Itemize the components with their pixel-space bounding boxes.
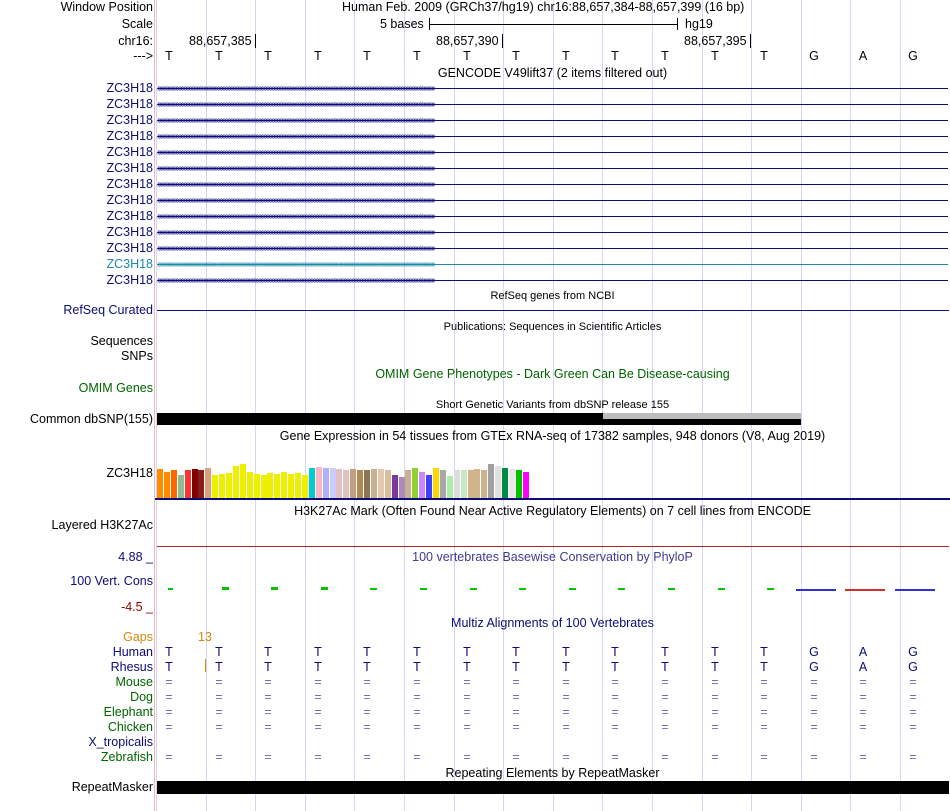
multiz-base: = [611, 720, 619, 734]
phylop-value-mark[interactable] [767, 588, 774, 590]
gtex-tissue-bar[interactable] [419, 472, 425, 498]
base-letter: G [809, 49, 819, 63]
phylop-value-mark[interactable] [845, 589, 885, 591]
base-letter: T [264, 49, 272, 63]
gtex-tissue-bar[interactable] [468, 470, 474, 498]
base-letter: A [858, 49, 868, 63]
coord-tick-mark [750, 34, 751, 48]
multiz-base: = [165, 705, 173, 719]
multiz-base: = [165, 690, 173, 704]
multiz-base: = [661, 675, 669, 689]
phylop-value-mark[interactable] [718, 588, 725, 590]
multiz-base: = [264, 675, 272, 689]
gtex-tissue-bar[interactable] [178, 475, 184, 498]
multiz-base: = [661, 750, 669, 764]
multiz-base: = [363, 675, 371, 689]
multiz-gaps-label: Gaps [123, 630, 153, 644]
gtex-tissue-bar[interactable] [267, 473, 273, 498]
gtex-tissue-bar[interactable] [233, 466, 239, 498]
base-letter: T [314, 49, 322, 63]
phylop-value-mark[interactable] [222, 587, 229, 590]
multiz-base: = [165, 675, 173, 689]
scale-bar [429, 17, 678, 32]
multiz-base: T [711, 645, 719, 659]
multiz-base: G [908, 645, 918, 659]
gencode-transcript-label[interactable]: ZC3H18 [106, 161, 153, 175]
repeatmasker-track-title[interactable]: Repeating Elements by RepeatMasker [445, 766, 660, 780]
multiz-base: = [363, 690, 371, 704]
multiz-base: = [810, 750, 818, 764]
gtex-tissue-bar[interactable] [205, 468, 211, 498]
multiz-base: = [413, 720, 421, 734]
coord-tick-label: 88,657,390 [436, 34, 499, 48]
transcript-strand-arrows: ›››››››››››››››››››››››››››››››››››››››››››››››››››››››››››››››››››››››››››››››››››››››››››››››››››››››››››››››››››››››››››››››››››››››››››››››››››››››››››››››››››››››››› [157, 195, 435, 206]
gtex-baseline [155, 498, 950, 500]
base-letter: T [661, 49, 669, 63]
multiz-base: = [512, 750, 520, 764]
gencode-transcript-feature[interactable] [157, 209, 948, 224]
gtex-tissue-bar[interactable] [488, 464, 494, 498]
base-letter: T [611, 49, 619, 63]
multiz-base: T [562, 660, 570, 674]
gtex-tissue-bar[interactable] [433, 468, 439, 498]
gtex-tissue-bar[interactable] [261, 475, 267, 498]
multiz-base: T [314, 645, 322, 659]
multiz-base: = [215, 690, 223, 704]
multiz-base: = [512, 690, 520, 704]
multiz-base: = [215, 720, 223, 734]
multiz-base: = [562, 705, 570, 719]
multiz-base: = [711, 705, 719, 719]
transcript-strand-arrows: ›››››››››››››››››››››››››››››››››››››››››››››››››››››››››››››››››››››››››››››››››››››››››››››››››››››››››››››››››››››››››››››››››››››››››››››››››››››››››››››››››››››››››› [157, 275, 435, 286]
gtex-tissue-bar[interactable] [295, 473, 301, 498]
multiz-base: = [215, 675, 223, 689]
gtex-tissue-bar[interactable] [240, 464, 246, 498]
gencode-transcript-feature[interactable] [157, 241, 948, 256]
gtex-tissue-bar[interactable] [447, 476, 453, 498]
gtex-tissue-bar[interactable] [219, 474, 225, 498]
gtex-tissue-bar[interactable] [254, 474, 260, 498]
multiz-base: = [760, 705, 768, 719]
gtex-tissue-bar[interactable] [392, 475, 398, 498]
multiz-base: = [264, 705, 272, 719]
multiz-base: = [264, 720, 272, 734]
multiz-base: G [809, 660, 819, 674]
refseq-gene-line[interactable] [157, 310, 949, 311]
multiz-base: T [611, 645, 619, 659]
base-letter: T [463, 49, 471, 63]
phylop-track-title[interactable]: 100 vertebrates Basewise Conservation by PhyloP [412, 550, 693, 564]
multiz-species-label[interactable]: Chicken [107, 720, 153, 734]
multiz-base: = [363, 705, 371, 719]
gencode-transcript-label[interactable]: ZC3H18 [106, 193, 153, 207]
multiz-base: T [413, 645, 421, 659]
scale-label: Scale [121, 17, 153, 31]
multiz-base: = [711, 720, 719, 734]
window-position-value: Human Feb. 2009 (GRCh37/hg19) chr16:88,657,384-88,657,399 (16 bp) [342, 0, 745, 14]
multiz-species-label[interactable]: Elephant [103, 705, 153, 719]
gencode-transcript-feature[interactable] [157, 81, 948, 96]
phylop-min-label: -4.5 _ [121, 600, 153, 614]
multiz-species-label[interactable]: Dog [130, 690, 153, 704]
multiz-base: = [711, 675, 719, 689]
multiz-base: = [611, 675, 619, 689]
multiz-base: = [810, 705, 818, 719]
gtex-tissue-bar[interactable] [350, 469, 356, 498]
multiz-base: T [562, 645, 570, 659]
multiz-base: T [512, 645, 520, 659]
transcript-strand-arrows: ›››››››››››››››››››››››››››››››››››››››››››››››››››››››››››››››››››››››››››››››››››››››››››››››››››››››››››››››››››››››››››››››››››››››››››››››››››››››››››››››››››››››››› [157, 259, 435, 270]
h3k27ac-track-label[interactable]: Layered H3K27Ac [51, 518, 153, 532]
multiz-base: T [463, 660, 471, 674]
dbsnp-track-title[interactable]: Short Genetic Variants from dbSNP release 155 [435, 399, 670, 411]
gtex-tissue-bar[interactable] [323, 468, 329, 498]
scale-text: 5 bases [380, 17, 424, 31]
multiz-base: = [859, 705, 867, 719]
multiz-base: = [909, 690, 917, 704]
refseq-track-label[interactable]: RefSeq Curated [63, 303, 153, 317]
transcript-strand-arrows: ›››››››››››››››››››››››››››››››››››››››››››››››››››››››››››››››››››››››››››››››››››››››››››››››››››››››››››››››››››››››››››››››››››››››››››››››››››››››››››››››››››››››››› [157, 211, 435, 222]
gencode-transcript-feature[interactable] [157, 225, 948, 240]
phylop-track-label[interactable]: 100 Vert. Cons [70, 574, 153, 588]
base-letter: T [711, 49, 719, 63]
multiz-base: = [562, 750, 570, 764]
gencode-transcript-feature[interactable] [157, 193, 948, 208]
gtex-track-label[interactable]: ZC3H18 [106, 466, 153, 480]
gtex-tissue-bar[interactable] [474, 469, 480, 498]
gtex-tissue-bar[interactable] [185, 470, 191, 498]
multiz-base: A [858, 660, 868, 674]
base-letter: T [512, 49, 520, 63]
gtex-tissue-bar[interactable] [495, 466, 501, 498]
multiz-base: = [413, 675, 421, 689]
gtex-tissue-bar[interactable] [502, 468, 508, 498]
base-letter: T [215, 49, 223, 63]
multiz-base: = [463, 750, 471, 764]
gencode-transcript-feature[interactable] [157, 145, 948, 160]
omim-track-label[interactable]: OMIM Genes [78, 381, 153, 395]
phylop-value-mark[interactable] [420, 588, 427, 590]
gencode-transcript-label[interactable]: ZC3H18 [106, 273, 153, 287]
transcript-strand-arrows: ›››››››››››››››››››››››››››››››››››››››››››››››››››››››››››››››››››››››››››››››››››››››››››››››››››››››››››››››››››››››››››››››››››››››››››››››››››››››››››››››››››››››››› [157, 163, 435, 174]
multiz-base: = [611, 705, 619, 719]
gtex-tissue-bar[interactable] [288, 474, 294, 498]
gtex-tissue-bar[interactable] [281, 472, 287, 498]
multiz-base: = [314, 720, 322, 734]
transcript-strand-arrows: ›››››››››››››››››››››››››››››››››››››››››››››››››››››››››››››››››››››››››››››››››››››››››››››››››››››››››››››››››››››››››››››››››››››››››››››››››››››››››››››››››››››››››› [157, 131, 435, 142]
coord-tick-label: 88,657,385 [189, 34, 252, 48]
transcript-strand-arrows: ›››››››››››››››››››››››››››››››››››››››››››››››››››››››››››››››››››››››››››››››››››››››››››››››››››››››››››››››››››››››››››››››››››››››››››››››››››››››››››››››››››››››››› [157, 179, 435, 190]
multiz-base: T [264, 645, 272, 659]
multiz-base: = [413, 750, 421, 764]
multiz-base: = [264, 690, 272, 704]
multiz-base: = [413, 705, 421, 719]
multiz-base: = [859, 690, 867, 704]
multiz-base: T [363, 660, 371, 674]
multiz-base: = [909, 720, 917, 734]
gencode-transcript-label[interactable]: ZC3H18 [106, 97, 153, 111]
multiz-base: = [661, 720, 669, 734]
gtex-tissue-bar[interactable] [461, 470, 467, 498]
base-letter: T [165, 49, 173, 63]
phylop-value-mark[interactable] [569, 588, 576, 590]
gtex-tissue-bar[interactable] [509, 469, 515, 498]
multiz-base: T [215, 645, 223, 659]
gtex-tissue-bar[interactable] [302, 475, 308, 498]
base-letter: T [760, 49, 768, 63]
multiz-base: = [909, 705, 917, 719]
h3k27ac-track-title[interactable]: H3K27Ac Mark (Often Found Near Active Regulatory Elements) on 7 cell lines from ENCODE [294, 504, 811, 518]
transcript-strand-arrows: ›››››››››››››››››››››››››››››››››››››››››››››››››››››››››››››››››››››››››››››››››››››››››››››››››››››››››››››››››››››››››››››››››››››››››››››››››››››››››››››››››››››››››› [157, 227, 435, 238]
multiz-base: = [165, 750, 173, 764]
phylop-value-mark[interactable] [668, 588, 675, 590]
multiz-base: = [810, 675, 818, 689]
transcript-strand-arrows: ›››››››››››››››››››››››››››››››››››››››››››››››››››››››››››››››››››››››››››››››››››››››››››››››››››››››››››››››››››››››››››››››››››››››››››››››››››››››››››››››››››››››››› [157, 147, 435, 158]
multiz-base: = [463, 720, 471, 734]
gencode-transcript-label[interactable]: ZC3H18 [106, 177, 153, 191]
publications-snps-label[interactable]: SNPs [121, 349, 153, 363]
multiz-base: = [562, 690, 570, 704]
multiz-base: = [512, 720, 520, 734]
multiz-base: = [314, 690, 322, 704]
multiz-base: T [413, 660, 421, 674]
dbsnp-variant-shade [603, 413, 801, 419]
repeatmasker-element[interactable] [157, 781, 949, 794]
omim-track-title[interactable]: OMIM Gene Phenotypes - Dark Green Can Be Disease-causing [375, 367, 730, 381]
multiz-base: = [859, 675, 867, 689]
gtex-tissue-bar[interactable] [247, 472, 253, 498]
multiz-base: = [859, 720, 867, 734]
multiz-base: = [611, 690, 619, 704]
gencode-transcript-label[interactable]: ZC3H18 [106, 257, 153, 271]
multiz-gap-mark [205, 659, 206, 672]
gtex-expression-bars[interactable] [157, 443, 947, 498]
gencode-transcript-label[interactable]: ZC3H18 [106, 241, 153, 255]
multiz-base: T [264, 660, 272, 674]
window-position-label: Window Position [60, 0, 153, 14]
scale-assembly: hg19 [685, 17, 713, 31]
multiz-base: T [711, 660, 719, 674]
gtex-tissue-bar[interactable] [364, 470, 370, 498]
gtex-tissue-bar[interactable] [309, 468, 315, 498]
multiz-base: = [909, 750, 917, 764]
multiz-base: = [760, 720, 768, 734]
phylop-value-mark[interactable] [168, 588, 173, 590]
gtex-tissue-bar[interactable] [212, 475, 218, 498]
multiz-base: = [810, 690, 818, 704]
transcript-strand-arrows: ›››››››››››››››››››››››››››››››››››››››››››››››››››››››››››››››››››››››››››››››››››››››››››››››››››››››››››››››››››››››››››››››››››››››››››››››››››››››››››››››››››››››››› [157, 243, 435, 254]
gtex-tissue-bar[interactable] [371, 469, 377, 498]
multiz-base: = [562, 675, 570, 689]
multiz-base: T [215, 660, 223, 674]
gtex-tissue-bar[interactable] [385, 470, 391, 498]
gtex-tissue-bar[interactable] [481, 470, 487, 498]
multiz-base: = [314, 675, 322, 689]
gencode-transcript-feature[interactable] [157, 161, 948, 176]
phylop-value-mark[interactable] [370, 588, 377, 590]
multiz-base: = [264, 750, 272, 764]
phylop-value-mark[interactable] [271, 587, 278, 590]
multiz-base: = [810, 720, 818, 734]
phylop-value-mark[interactable] [321, 587, 328, 590]
multiz-base: = [215, 705, 223, 719]
gtex-tissue-bar[interactable] [171, 470, 177, 498]
multiz-gap-count[interactable]: 13 [198, 630, 212, 644]
multiz-species-label[interactable]: Mouse [115, 675, 153, 689]
multiz-species-label[interactable]: Human [112, 645, 153, 659]
dbsnp-track-label[interactable]: Common dbSNP(155) [30, 412, 153, 426]
gencode-transcript-feature[interactable] [157, 113, 948, 128]
gtex-tissue-bar[interactable] [164, 472, 170, 498]
gencode-track-title[interactable]: GENCODE V49lift37 (2 items filtered out) [437, 66, 668, 80]
multiz-base: T [760, 660, 768, 674]
publications-sequences-label[interactable]: Sequences [90, 334, 153, 348]
multiz-base: = [711, 750, 719, 764]
transcript-strand-arrows: ›››››››››››››››››››››››››››››››››››››››››››››››››››››››››››››››››››››››››››››››››››››››››››››››››››››››››››››››››››››››››››››››››››››››››››››››››››››››››››››››››››››››››› [157, 115, 435, 126]
gtex-tissue-bar[interactable] [316, 467, 322, 498]
strand-label: ---> [133, 49, 153, 63]
multiz-base: = [711, 690, 719, 704]
multiz-base: = [314, 705, 322, 719]
multiz-base: T [611, 660, 619, 674]
coord-tick-mark [502, 34, 503, 48]
refseq-track-title[interactable]: RefSeq genes from NCBI [490, 290, 615, 302]
gtex-tissue-bar[interactable] [336, 469, 342, 498]
base-letter: T [413, 49, 421, 63]
gencode-transcript-label[interactable]: ZC3H18 [106, 129, 153, 143]
gencode-transcript-feature[interactable] [157, 177, 948, 192]
multiz-base: = [512, 705, 520, 719]
multiz-base: G [809, 645, 819, 659]
transcript-strand-arrows: ›››››››››››››››››››››››››››››››››››››››››››››››››››››››››››››››››››››››››››››››››››››››››››››››››››››››››››››››››››››››››››››››››››››››››››››››››››››››››››››››››››››››››› [157, 99, 435, 110]
gtex-tissue-bar[interactable] [357, 470, 363, 498]
gtex-tissue-bar[interactable] [330, 468, 336, 498]
multiz-base: T [661, 660, 669, 674]
multiz-base: T [512, 660, 520, 674]
base-letter: G [908, 49, 918, 63]
multiz-base: = [463, 675, 471, 689]
multiz-species-label[interactable]: Zebrafish [100, 750, 153, 764]
gtex-tissue-bar[interactable] [226, 473, 232, 498]
coord-tick-label: 88,657,395 [684, 34, 747, 48]
multiz-base: = [413, 690, 421, 704]
gtex-tissue-bar[interactable] [523, 472, 529, 498]
multiz-species-label[interactable]: X_tropicalis [88, 735, 153, 749]
gtex-tissue-bar[interactable] [516, 470, 522, 498]
multiz-base: T [314, 660, 322, 674]
multiz-base: = [909, 675, 917, 689]
gencode-transcript-label[interactable]: ZC3H18 [106, 81, 153, 95]
gtex-tissue-bar[interactable] [440, 470, 446, 498]
multiz-base: = [363, 750, 371, 764]
multiz-base: = [760, 750, 768, 764]
gtex-track-title[interactable]: Gene Expression in 54 tissues from GTEx RNA-seq of 17382 samples, 948 donors (V8, Aug 2019) [279, 429, 826, 443]
multiz-base: = [859, 750, 867, 764]
multiz-base: T [363, 645, 371, 659]
gencode-transcript-feature[interactable] [157, 129, 948, 144]
coord-tick-mark [255, 34, 256, 48]
multiz-base: = [363, 720, 371, 734]
gtex-tissue-bar[interactable] [405, 470, 411, 498]
multiz-base: = [314, 750, 322, 764]
repeatmasker-track-label[interactable]: RepeatMasker [71, 780, 153, 794]
multiz-base: = [512, 675, 520, 689]
phylop-value-mark[interactable] [470, 588, 477, 590]
multiz-base: = [463, 690, 471, 704]
gencode-transcript-label[interactable]: ZC3H18 [106, 209, 153, 223]
multiz-base: = [760, 675, 768, 689]
gtex-tissue-bar[interactable] [412, 468, 418, 498]
multiz-base: = [661, 690, 669, 704]
base-letter: T [562, 49, 570, 63]
multiz-base: = [165, 720, 173, 734]
multiz-base: = [562, 720, 570, 734]
h3k27ac-baseline [157, 546, 949, 547]
gencode-transcript-feature[interactable] [157, 273, 948, 288]
gencode-transcript-label[interactable]: ZC3H18 [106, 145, 153, 159]
gtex-tissue-bar[interactable] [399, 477, 405, 498]
multiz-base: G [908, 660, 918, 674]
gencode-transcript-feature[interactable] [157, 97, 948, 112]
gtex-tissue-bar[interactable] [192, 469, 198, 498]
gtex-tissue-bar[interactable] [378, 469, 384, 498]
gencode-transcript-label[interactable]: ZC3H18 [106, 113, 153, 127]
gtex-tissue-bar[interactable] [198, 470, 204, 498]
gencode-transcript-feature[interactable] [157, 257, 948, 272]
multiz-base: T [165, 645, 173, 659]
multiz-base: = [463, 705, 471, 719]
multiz-base: = [215, 750, 223, 764]
phylop-value-mark[interactable] [895, 589, 935, 591]
multiz-base: T [463, 645, 471, 659]
gtex-tissue-bar[interactable] [426, 475, 432, 498]
phylop-value-mark[interactable] [796, 589, 836, 591]
multiz-base: A [858, 645, 868, 659]
phylop-value-mark[interactable] [618, 588, 625, 590]
phylop-max-label: 4.88 _ [118, 550, 153, 564]
multiz-track-title[interactable]: Multiz Alignments of 100 Vertebrates [451, 616, 654, 630]
gtex-tissue-bar[interactable] [157, 469, 163, 498]
multiz-base: = [611, 750, 619, 764]
base-letter: T [363, 49, 371, 63]
chrom-label: chr16: [118, 34, 153, 48]
gencode-transcript-label[interactable]: ZC3H18 [106, 225, 153, 239]
multiz-base: T [661, 645, 669, 659]
gtex-tissue-bar[interactable] [454, 470, 460, 498]
gtex-tissue-bar[interactable] [343, 470, 349, 498]
gtex-tissue-bar[interactable] [274, 474, 280, 498]
multiz-base: = [760, 690, 768, 704]
multiz-base: T [165, 660, 173, 674]
phylop-value-mark[interactable] [519, 588, 526, 590]
transcript-strand-arrows: ›››››››››››››››››››››››››››››››››››››››››››››››››››››››››››››››››››››››››››››››››››››››››››››››››››››››››››››››››››››››››››››››››››››››››››››››››››››››››››››››››››››››››› [157, 83, 435, 94]
multiz-species-label[interactable]: Rhesus [110, 660, 153, 674]
multiz-base: T [760, 645, 768, 659]
multiz-base: = [661, 705, 669, 719]
publications-track-title[interactable]: Publications: Sequences in Scientific Articles [443, 321, 662, 333]
